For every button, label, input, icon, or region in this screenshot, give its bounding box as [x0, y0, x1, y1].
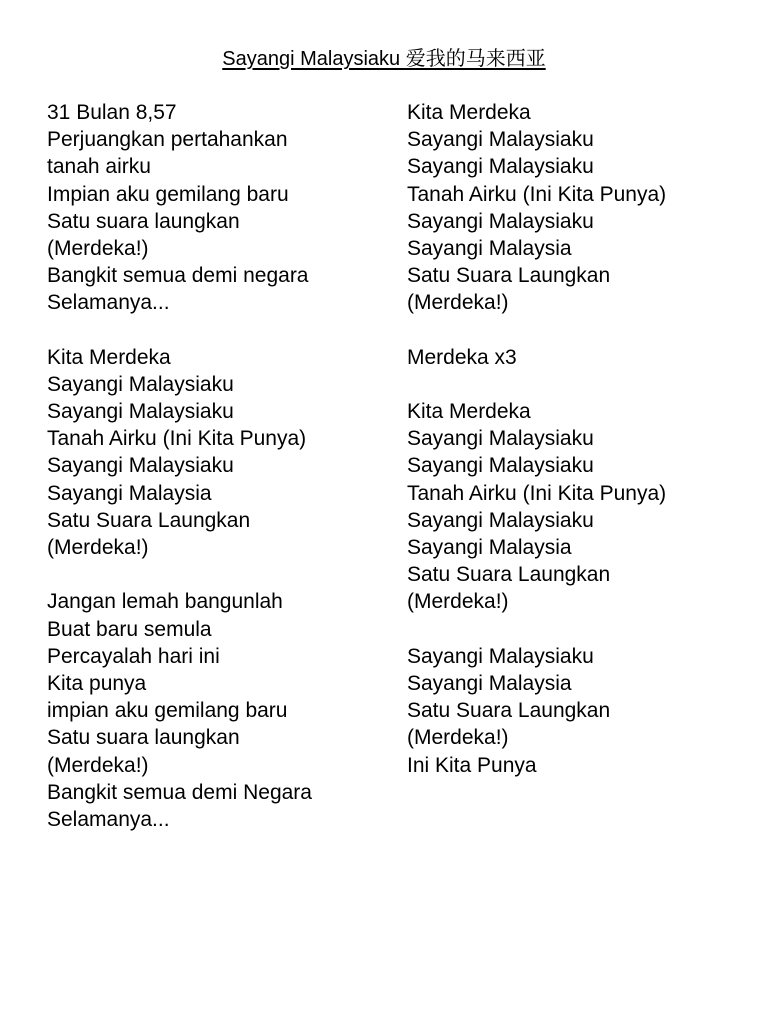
lyric-line: Satu Suara Laungkan — [407, 699, 611, 723]
lyric-line: (Merdeka!) — [407, 291, 509, 315]
lyric-line: Satu Suara Laungkan — [407, 264, 611, 288]
lyric-line: Ini Kita Punya — [407, 753, 537, 777]
lyric-line: (Merdeka!) — [407, 590, 509, 614]
lyric-line: Satu suara laungkan — [47, 726, 240, 750]
stanza — [407, 99, 666, 317]
lyric-line: Buat baru semula — [47, 617, 212, 641]
right-column — [407, 99, 666, 779]
lyric-line: Sayangi Malaysiaku — [407, 427, 594, 451]
lyric-line: Sayangi Malaysia — [407, 536, 572, 559]
lyric-line: tanah airku — [47, 155, 151, 179]
lyric-line: (Merdeka!) — [47, 753, 149, 777]
stanza — [407, 398, 666, 616]
lyric-line: Sayangi Malaysiaku — [407, 209, 594, 233]
lyric-line: Tanah Airku (Ini Kita Punya) — [47, 427, 307, 451]
stanza — [47, 588, 312, 833]
lyric-line: Sayangi Malaysia — [407, 671, 572, 695]
lyric-line: Merdeka x3 — [407, 345, 517, 369]
lyric-line: Bangkit semua demi negara — [47, 264, 309, 288]
lyric-line: Sayangi Malaysia — [47, 481, 212, 505]
lyric-line: Sayangi Malaysiaku — [47, 400, 234, 424]
lyric-line: Kita Merdeka — [47, 345, 171, 369]
lyric-line: Bangkit semua demi Negara — [47, 780, 312, 804]
stanza — [47, 344, 312, 562]
left-column — [47, 99, 312, 833]
song-title: Sayangi Malaysiaku 爱我的马来西亚 — [222, 48, 546, 70]
lyric-line: Impian aku gemilang baru — [47, 182, 289, 206]
lyric-line: Jangan lemah bangunlah — [47, 590, 283, 614]
lyric-line: Sayangi Malaysiaku — [47, 454, 234, 478]
lyric-line: impian aku gemilang baru — [47, 699, 288, 723]
lyric-line: Sayangi Malaysiaku — [407, 128, 594, 152]
lyric-line: Selamanya... — [47, 291, 170, 315]
lyric-line: (Merdeka!) — [47, 236, 149, 260]
stanza — [407, 643, 666, 779]
lyric-line: Sayangi Malaysiaku — [47, 372, 234, 396]
lyric-line: (Merdeka!) — [407, 726, 509, 750]
lyric-line: Satu suara laungkan — [47, 209, 240, 233]
lyric-line: Sayangi Malaysia — [407, 236, 572, 260]
stanza — [47, 99, 312, 317]
lyric-line: 31 Bulan 8,57 — [47, 101, 177, 124]
lyric-line: Sayangi Malaysiaku — [407, 454, 594, 478]
lyric-line: Kita Merdeka — [407, 101, 531, 124]
lyric-line: (Merdeka!) — [47, 536, 149, 559]
lyric-line: Selamanya... — [47, 807, 170, 831]
lyric-line: Sayangi Malaysiaku — [407, 508, 594, 532]
lyric-line: Satu Suara Laungkan — [47, 508, 251, 532]
lyric-line: Percayalah hari ini — [47, 644, 220, 668]
lyric-line: Tanah Airku (Ini Kita Punya) — [407, 481, 667, 505]
lyric-line: Satu Suara Laungkan — [407, 563, 611, 587]
lyric-line: Perjuangkan pertahankan — [47, 128, 288, 152]
lyric-line: Tanah Airku (Ini Kita Punya) — [407, 182, 667, 206]
lyric-line: Sayangi Malaysiaku — [407, 155, 594, 179]
lyric-line: Sayangi Malaysiaku — [407, 644, 594, 668]
lyric-line: Kita Merdeka — [407, 400, 531, 424]
stanza — [407, 344, 666, 371]
lyric-line: Kita punya — [47, 671, 147, 695]
